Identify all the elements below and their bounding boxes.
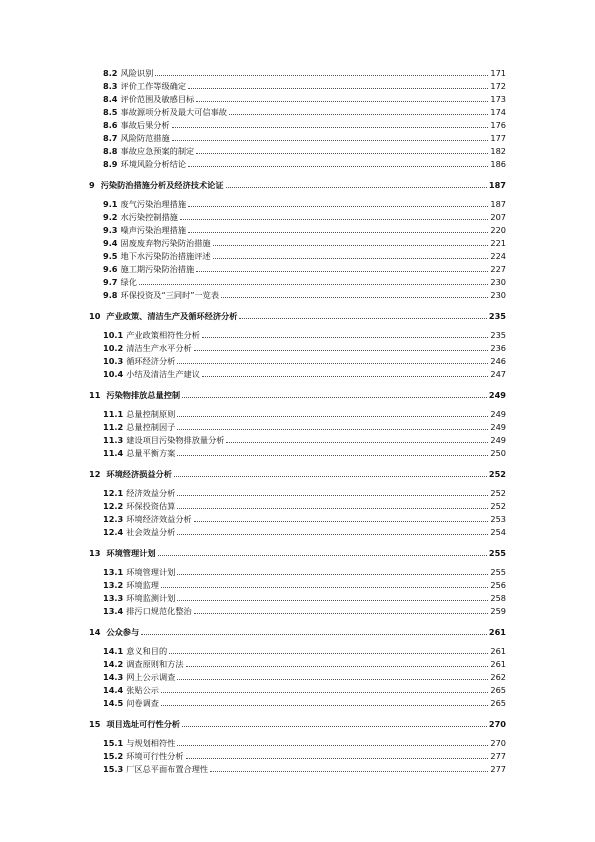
toc-entry-number: 9.4 <box>103 238 118 248</box>
dot-leader <box>174 476 487 477</box>
toc-entry-number: 14.1 <box>103 646 124 656</box>
toc-entry-page-number: 246 <box>490 356 506 366</box>
dot-leader <box>194 613 489 614</box>
dot-leader <box>194 521 489 522</box>
toc-entry-title: 产业政策、清洁生产及循环经济分析 <box>106 310 238 321</box>
toc-entry-title: 环境管理计划 <box>106 547 156 558</box>
toc-section-entry[interactable] <box>0 670 595 682</box>
toc-entry-page-number: 252 <box>488 468 506 479</box>
toc-section-entry[interactable] <box>0 249 595 261</box>
dot-leader <box>177 534 488 535</box>
toc-entry-line <box>103 646 506 656</box>
toc-entry-page-number: 235 <box>490 330 506 340</box>
toc-entry-line <box>103 448 506 458</box>
toc-entry-page-number: 252 <box>490 501 506 511</box>
toc-entry-number: 14.5 <box>103 698 124 708</box>
toc-section-entry[interactable] <box>0 486 595 498</box>
toc-entry-title: 环境可行性分析 <box>126 751 184 761</box>
toc-entry-page-number: 256 <box>490 580 506 590</box>
toc-section-entry[interactable] <box>0 762 595 774</box>
toc-section-entry[interactable] <box>0 157 595 169</box>
toc-entry-page-number: 177 <box>490 133 506 143</box>
toc-section-entry[interactable] <box>0 328 595 340</box>
toc-section-entry[interactable] <box>0 223 595 235</box>
dot-leader <box>186 758 489 759</box>
dot-leader <box>194 350 489 351</box>
toc-entry-line <box>103 580 506 590</box>
toc-entry-number: 10.1 <box>103 330 124 340</box>
toc-entry-number: 8.3 <box>103 81 118 91</box>
toc-entry-page-number: 220 <box>490 225 506 235</box>
toc-entry-page-number: 247 <box>490 369 506 379</box>
toc-chapter-entry[interactable] <box>0 178 595 190</box>
toc-section-entry[interactable] <box>0 525 595 537</box>
toc-entry-title: 环保投资估算 <box>126 501 176 511</box>
toc-entry-line <box>103 68 506 78</box>
toc-entry-line <box>103 330 506 340</box>
toc-section-entry[interactable] <box>0 420 595 432</box>
toc-section-entry[interactable] <box>0 341 595 353</box>
toc-section-entry[interactable] <box>0 197 595 209</box>
toc-entry-number: 14.4 <box>103 685 124 695</box>
toc-entry-title: 事故后果分析 <box>120 120 170 130</box>
toc-entry-page-number: 224 <box>490 251 506 261</box>
toc-entry-line <box>103 751 506 761</box>
toc-entry-number: 8.6 <box>103 120 118 130</box>
toc-entry-line <box>103 120 506 130</box>
toc-entry-page-number: 261 <box>488 626 506 637</box>
toc-section-entry[interactable] <box>0 604 595 616</box>
dot-leader <box>169 653 488 654</box>
toc-entry-line <box>103 409 506 419</box>
toc-entry-number: 12.1 <box>103 488 124 498</box>
toc-entry-line <box>103 199 506 209</box>
toc-entry-line <box>89 311 506 321</box>
toc-entry-page-number: 230 <box>490 277 506 287</box>
toc-entry-title: 噪声污染治理措施 <box>120 225 187 235</box>
toc-entry-page-number: 249 <box>488 389 506 400</box>
toc-entry-line <box>89 390 506 400</box>
toc-entry-title: 环境监测计划 <box>126 593 176 603</box>
toc-section-entry[interactable] <box>0 736 595 748</box>
toc-entry-title: 意义和目的 <box>126 646 168 656</box>
toc-entry-title: 排污口规范化整治 <box>126 606 192 616</box>
toc-entry-page-number: 270 <box>488 718 506 729</box>
toc-entry-title: 公众参与 <box>106 626 140 637</box>
toc-section-entry[interactable] <box>0 236 595 248</box>
toc-entry-line <box>103 159 506 169</box>
toc-section-entry[interactable] <box>0 433 595 445</box>
toc-entry-title: 评价工作等级确定 <box>120 81 187 91</box>
toc-entry-page-number: 255 <box>490 567 506 577</box>
toc-entry-page-number: 186 <box>490 159 506 169</box>
toc-section-entry[interactable] <box>0 79 595 91</box>
dot-leader <box>188 232 488 233</box>
toc-entry-line <box>103 738 506 748</box>
toc-entry-title: 厂区总平面布置合理性 <box>126 764 209 774</box>
dot-leader <box>196 101 488 102</box>
toc-entry-title: 总量控制原则 <box>126 409 176 419</box>
toc-section-entry[interactable] <box>0 446 595 458</box>
toc-entry-line <box>103 264 506 274</box>
toc-entry-line <box>103 277 506 287</box>
dot-leader <box>196 271 488 272</box>
toc-entry-line <box>103 488 506 498</box>
toc-entry-title: 固废废弃物污染防治措施 <box>120 238 211 248</box>
dot-leader <box>186 666 489 667</box>
toc-entry-line <box>103 527 506 537</box>
dot-leader <box>239 318 486 319</box>
toc-chapter-entry[interactable] <box>0 388 595 400</box>
toc-entry-number: 8.5 <box>103 107 118 117</box>
toc-entry-title: 绿化 <box>120 277 137 287</box>
toc-entry-page-number: 265 <box>490 685 506 695</box>
toc-entry-page-number: 182 <box>490 146 506 156</box>
toc-section-entry[interactable] <box>0 275 595 287</box>
dot-leader <box>210 771 488 772</box>
toc-entry-line <box>103 133 506 143</box>
toc-entry-title: 总量平衡方案 <box>126 448 176 458</box>
toc-entry-number: 13 <box>89 547 101 558</box>
toc-entry-number: 12.4 <box>103 527 124 537</box>
toc-entry-page-number: 277 <box>490 764 506 774</box>
toc-entry-number: 12.2 <box>103 501 124 511</box>
toc-entry-title: 张贴公示 <box>126 685 159 695</box>
toc-section-entry[interactable] <box>0 144 595 156</box>
toc-entry-line <box>103 146 506 156</box>
toc-entry-line <box>103 422 506 432</box>
toc-entry-number: 9.7 <box>103 277 118 287</box>
dot-leader <box>177 600 488 601</box>
toc-entry-number: 14.2 <box>103 659 124 669</box>
toc-entry-line <box>103 514 506 524</box>
dot-leader <box>161 705 488 706</box>
toc-entry-line <box>103 290 506 300</box>
toc-entry-number: 10.2 <box>103 343 124 353</box>
toc-entry-number: 14 <box>89 626 101 637</box>
dot-leader <box>188 206 488 207</box>
toc-entry-number: 13.1 <box>103 567 124 577</box>
toc-entry-number: 9.8 <box>103 290 118 300</box>
toc-section-entry[interactable] <box>0 92 595 104</box>
dot-leader <box>229 114 488 115</box>
toc-entry-number: 11 <box>89 389 101 400</box>
dot-leader <box>161 587 488 588</box>
dot-leader <box>182 726 487 727</box>
toc-entry-line <box>103 343 506 353</box>
dot-leader <box>161 692 488 693</box>
dot-leader <box>177 745 488 746</box>
toc-entry-line <box>103 212 506 222</box>
toc-section-entry[interactable] <box>0 512 595 524</box>
toc-entry-page-number: 262 <box>490 672 506 682</box>
toc-entry-line <box>103 225 506 235</box>
toc-entry-title: 环境经济损益分析 <box>106 468 172 479</box>
toc-entry-number: 13.2 <box>103 580 124 590</box>
dot-leader <box>196 153 488 154</box>
toc-entry-title: 环境管理计划 <box>126 567 176 577</box>
toc-entry-line <box>103 593 506 603</box>
toc-entry-line <box>103 369 506 379</box>
toc-section-entry[interactable] <box>0 210 595 222</box>
toc-entry-page-number: 236 <box>490 343 506 353</box>
dot-leader <box>177 495 488 496</box>
toc-entry-title: 总量控制因子 <box>126 422 176 432</box>
toc-entry-line <box>103 764 506 774</box>
toc-entry-title: 风险识别 <box>120 68 154 78</box>
toc-entry-number: 15.3 <box>103 764 124 774</box>
toc-entry-number: 11.4 <box>103 448 124 458</box>
toc-section-entry[interactable] <box>0 131 595 143</box>
toc-section-entry[interactable] <box>0 657 595 669</box>
toc-section-entry[interactable] <box>0 578 595 590</box>
toc-entry-number: 15 <box>89 718 101 729</box>
toc-entry-page-number: 249 <box>490 435 506 445</box>
toc-entry-page-number: 270 <box>490 738 506 748</box>
toc-entry-title: 产业政策相符性分析 <box>126 330 200 340</box>
toc-section-entry[interactable] <box>0 288 595 300</box>
toc-section-entry[interactable] <box>0 354 595 366</box>
toc-entry-number: 8.7 <box>103 133 118 143</box>
dot-leader <box>177 429 488 430</box>
toc-entry-page-number: 187 <box>490 199 506 209</box>
toc-entry-page-number: 230 <box>490 290 506 300</box>
toc-entry-page-number: 255 <box>488 547 506 558</box>
toc-entry-number: 8.9 <box>103 159 118 169</box>
toc-entry-number: 10 <box>89 310 101 321</box>
toc-entry-page-number: 261 <box>490 659 506 669</box>
toc-entry-page-number: 249 <box>490 409 506 419</box>
toc-entry-title: 施工期污染防治措施 <box>120 264 195 274</box>
toc-entry-title: 网上公示调查 <box>126 672 176 682</box>
toc-entry-title: 建设项目污染物排放量分析 <box>126 435 225 445</box>
dot-leader <box>188 166 488 167</box>
dot-leader <box>155 75 488 76</box>
toc-entry-page-number: 187 <box>488 179 506 190</box>
toc-chapter-entry[interactable] <box>0 467 595 479</box>
toc-section-entry[interactable] <box>0 262 595 274</box>
toc-entry-title: 污染物排放总量控制 <box>106 389 181 400</box>
toc-section-entry[interactable] <box>0 683 595 695</box>
toc-entry-number: 11.2 <box>103 422 124 432</box>
dot-leader <box>177 679 488 680</box>
toc-entry-page-number: 254 <box>490 527 506 537</box>
dot-leader <box>177 574 488 575</box>
toc-entry-title: 经济效益分析 <box>126 488 176 498</box>
toc-section-entry[interactable] <box>0 407 595 419</box>
dot-leader <box>177 416 488 417</box>
toc-entry-page-number: 207 <box>490 212 506 222</box>
toc-entry-title: 环保投资及“三同时”一览表 <box>120 290 220 300</box>
toc-chapter-entry[interactable] <box>0 309 595 321</box>
dot-leader <box>158 555 487 556</box>
toc-entry-title: 小结及清洁生产建议 <box>126 369 200 379</box>
dot-leader <box>226 187 487 188</box>
toc-entry-number: 15.2 <box>103 751 124 761</box>
toc-entry-title: 事故应急预案的制定 <box>120 146 195 156</box>
toc-entry-page-number: 277 <box>490 751 506 761</box>
toc-entry-title: 事故源项分析及最大可信事故 <box>120 107 227 117</box>
toc-entry-line <box>103 435 506 445</box>
toc-entry-number: 13.3 <box>103 593 124 603</box>
toc-entry-title: 地下水污染防治措施评述 <box>120 251 211 261</box>
toc-entry-title: 清洁生产水平分析 <box>126 343 192 353</box>
toc-entry-line <box>103 672 506 682</box>
toc-entry-page-number: 265 <box>490 698 506 708</box>
toc-entry-number: 10.3 <box>103 356 124 366</box>
toc-entry-number: 9.5 <box>103 251 118 261</box>
toc-entry-page-number: 221 <box>490 238 506 248</box>
toc-entry-title: 项目选址可行性分析 <box>106 718 181 729</box>
dot-leader <box>141 634 487 635</box>
toc-entry-page-number: 258 <box>490 593 506 603</box>
toc-entry-line <box>89 469 506 479</box>
toc-entry-page-number: 253 <box>490 514 506 524</box>
toc-entry-page-number: 174 <box>490 107 506 117</box>
dot-leader <box>226 442 488 443</box>
toc-section-entry[interactable] <box>0 66 595 78</box>
toc-entry-line <box>103 659 506 669</box>
dot-leader <box>213 258 489 259</box>
toc-entry-title: 与规划相符性 <box>126 738 176 748</box>
toc-entry-number: 9.1 <box>103 199 118 209</box>
toc-entry-line <box>103 356 506 366</box>
toc-entry-page-number: 249 <box>490 422 506 432</box>
toc-section-entry[interactable] <box>0 499 595 511</box>
toc-chapter-entry[interactable] <box>0 546 595 558</box>
toc-entry-title: 评价范围及敏感目标 <box>120 94 195 104</box>
toc-entry-title: 污染防治措施分析及经济技术论证 <box>100 179 224 190</box>
toc-entry-line <box>89 627 506 637</box>
toc-entry-title: 问卷调查 <box>126 698 159 708</box>
dot-leader <box>177 508 488 509</box>
dot-leader <box>221 297 488 298</box>
dot-leader <box>202 376 488 377</box>
toc-section-entry[interactable] <box>0 749 595 761</box>
toc-entry-number: 13.4 <box>103 606 124 616</box>
toc-entry-page-number: 172 <box>490 81 506 91</box>
toc-entry-line <box>103 501 506 511</box>
toc-section-entry[interactable] <box>0 118 595 130</box>
toc-entry-number: 9.3 <box>103 225 118 235</box>
toc-entry-number: 11.3 <box>103 435 124 445</box>
toc-chapter-entry[interactable] <box>0 625 595 637</box>
toc-entry-page-number: 250 <box>490 448 506 458</box>
toc-entry-line <box>103 567 506 577</box>
toc-entry-page-number: 227 <box>490 264 506 274</box>
toc-entry-number: 15.1 <box>103 738 124 748</box>
toc-section-entry[interactable] <box>0 565 595 577</box>
toc-entry-number: 12.3 <box>103 514 124 524</box>
dot-leader <box>213 245 489 246</box>
toc-entry-page-number: 176 <box>490 120 506 130</box>
toc-entry-title: 废气污染治理措施 <box>120 199 187 209</box>
toc-entry-number: 9.2 <box>103 212 118 222</box>
dot-leader <box>180 219 489 220</box>
toc-entry-title: 循环经济分析 <box>126 356 176 366</box>
toc-entry-line <box>89 548 506 558</box>
dot-leader <box>202 337 488 338</box>
toc-entry-title: 社会效益分析 <box>126 527 176 537</box>
toc-entry-line <box>103 251 506 261</box>
toc-section-entry[interactable] <box>0 696 595 708</box>
dot-leader <box>139 284 488 285</box>
toc-section-entry[interactable] <box>0 591 595 603</box>
toc-entry-number: 12 <box>89 468 101 479</box>
toc-section-entry[interactable] <box>0 644 595 656</box>
toc-entry-page-number: 261 <box>490 646 506 656</box>
toc-entry-page-number: 171 <box>490 68 506 78</box>
toc-entry-line <box>103 685 506 695</box>
toc-entry-page-number: 235 <box>488 310 506 321</box>
toc-entry-number: 9.6 <box>103 264 118 274</box>
toc-chapter-entry[interactable] <box>0 717 595 729</box>
toc-entry-title: 调查原则和方法 <box>126 659 184 669</box>
toc-entry-title: 环境监理 <box>126 580 159 590</box>
toc-entry-number: 9 <box>89 179 95 190</box>
toc-entry-line <box>103 107 506 117</box>
toc-entry-title: 环境经济效益分析 <box>126 514 192 524</box>
dot-leader <box>188 88 488 89</box>
toc-entry-line <box>103 606 506 616</box>
dot-leader <box>182 397 487 398</box>
toc-entry-line <box>103 94 506 104</box>
toc-entry-line <box>89 719 506 729</box>
toc-section-entry[interactable] <box>0 367 595 379</box>
toc-entry-number: 14.3 <box>103 672 124 682</box>
toc-entry-line <box>103 81 506 91</box>
toc-entry-title: 环境风险分析结论 <box>120 159 187 169</box>
dot-leader <box>172 127 489 128</box>
toc-entry-page-number: 173 <box>490 94 506 104</box>
dot-leader <box>177 363 488 364</box>
toc-entry-title: 风险防范措施 <box>120 133 170 143</box>
toc-entry-line <box>89 180 506 190</box>
toc-entry-number: 8.8 <box>103 146 118 156</box>
toc-entry-number: 8.2 <box>103 68 118 78</box>
dot-leader <box>177 455 488 456</box>
toc-entry-page-number: 252 <box>490 488 506 498</box>
toc-section-entry[interactable] <box>0 105 595 117</box>
dot-leader <box>172 140 489 141</box>
toc-entry-line <box>103 238 506 248</box>
toc-entry-page-number: 259 <box>490 606 506 616</box>
toc-entry-number: 8.4 <box>103 94 118 104</box>
toc-entry-line <box>103 698 506 708</box>
toc-entry-title: 水污染控制措施 <box>120 212 178 222</box>
toc-entry-number: 10.4 <box>103 369 124 379</box>
toc-entry-number: 11.1 <box>103 409 124 419</box>
